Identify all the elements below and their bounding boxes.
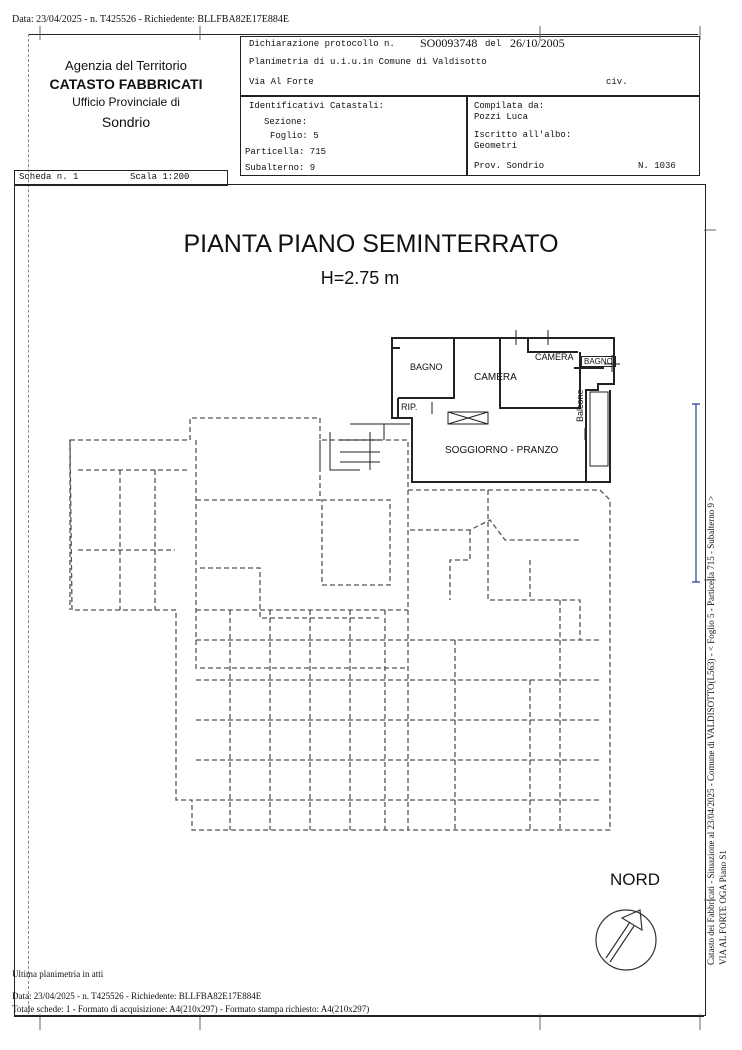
subalterno-label: Subalterno: 9 [245, 163, 316, 173]
plan-height: H=2.75 m [320, 268, 400, 288]
compiler-name: Pozzi Luca [474, 112, 529, 122]
scala-label: Scala 1:200 [130, 172, 190, 182]
room-camera-1: CAMERA [474, 372, 517, 383]
footer-data: Data: 23/04/2025 - n. T425526 - Richiedente: BLLFBA82E17E884E [12, 991, 262, 1001]
footer-bottom-line [14, 1016, 704, 1017]
particella-label: Particella: 715 [245, 147, 327, 157]
identifiers-title: Identificativi Catastali: [249, 101, 385, 111]
room-rip: RIP. [401, 402, 418, 412]
prov-label: Prov. Sondrio [474, 161, 545, 171]
agency-line1: Agenzia del Territorio [65, 58, 187, 73]
room-camera-2: CAMERA [535, 352, 574, 362]
protocol-number: SO0093748 [420, 36, 478, 50]
top-meta: Data: 23/04/2025 - n. T425526 - Richiedente: BLLFBA82E17E884E [12, 14, 290, 25]
del-label: del [485, 39, 502, 49]
scheda-number: Scheda n. 1 [19, 172, 79, 182]
iscritto-label: Iscritto all'albo: [474, 130, 572, 140]
via-line: Via Al Forte [249, 77, 314, 87]
north-label: NORD [610, 870, 661, 889]
dichiarazione-label: Dichiarazione protocollo n. [249, 39, 395, 49]
side-text-line1: Catasto dei Fabbricati - Situazione al 23/04/2025 - Comune di VALDISOTTO(L563) - < Foglio 5 - Particella 715 - Subalterno 9 > [706, 495, 716, 965]
sezione-label: Sezione: [264, 117, 308, 127]
compilata-label: Compilata da: [474, 101, 545, 111]
agency-line2: CATASTO FABBRICATI [49, 76, 203, 92]
foglio-label: Foglio: 5 [270, 131, 319, 141]
albo-value: Geometri [474, 141, 518, 151]
room-balcone: Balcone [575, 389, 585, 422]
plan-title-text: PIANTA PIANO SEMINTERRATO [183, 230, 559, 258]
room-soggiorno: SOGGIORNO - PRANZO [445, 445, 559, 456]
room-bagno-2: BAGNO [581, 356, 616, 367]
civ-label: civ. [606, 77, 628, 87]
planimetria-line: Planimetria di u.i.u.in Comune di Valdisotto [249, 57, 487, 67]
protocol-date: 26/10/2005 [510, 36, 565, 50]
side-text-line2: VIA AL FORTE OGA Piano S1 [718, 850, 728, 965]
room-bagno-1: BAGNO [410, 362, 443, 372]
footer-totale: Totale schede: 1 - Formato di acquisizione: A4(210x297) - Formato stampa richiesto: A4(210x297) [12, 1004, 370, 1014]
albo-number: N. 1036 [638, 161, 676, 171]
footer-ultima: Ultima planimetria in atti [12, 969, 104, 979]
agency-line4: Sondrio [101, 114, 151, 130]
agency-line3: Ufficio Provinciale di [72, 95, 180, 109]
